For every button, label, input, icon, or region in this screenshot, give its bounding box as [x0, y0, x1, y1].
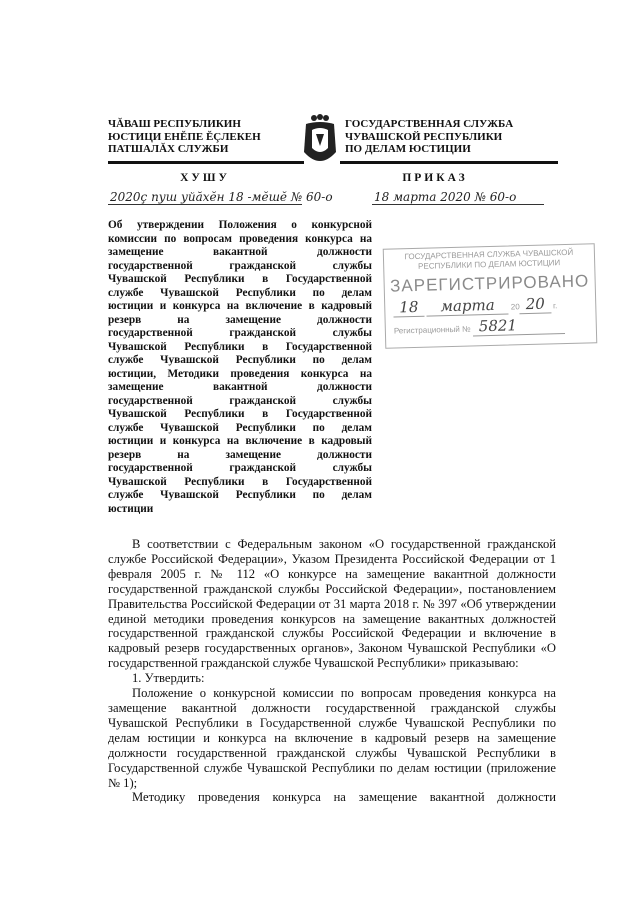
title-line: Чувашской Республики в Государственной [108, 340, 372, 353]
header-line: ПО ДЕЛАМ ЮСТИЦИИ [345, 143, 471, 155]
title-line: государственной гражданской службы [108, 327, 372, 339]
stamp-month: марта [426, 296, 508, 317]
order-title [108, 219, 372, 516]
title-line: юстиции и конкурса на включение в кадровый [108, 300, 372, 312]
title-line: резерв на замещение должности [108, 448, 372, 461]
body-line: государственной гражданской службы Российской Федерации», постановлением [108, 581, 556, 596]
body-line: Положение о конкурсной комиссии по вопросам проведения конкурса на [132, 686, 556, 701]
body-line: государственной гражданской службы Российской Федерации и включение в [108, 626, 556, 641]
title-line: замещение вакантной должности [108, 246, 372, 258]
body-line: делам юстиции и конкурса на включение в кадровый резерв на замещение [108, 730, 556, 745]
title-line: службе Чувашской Республики по делам [108, 286, 372, 299]
header-divider [340, 161, 558, 164]
body-line: единой методики проведения конкурсов на замещение вакантных должностей [108, 611, 556, 626]
title-line: Чувашской Республики в Государственной [108, 475, 372, 488]
title-line: юстиции [108, 502, 154, 515]
header-chuvash-org [108, 118, 298, 156]
body-line: В соответствии с Федеральным законом «О государственной гражданской [132, 537, 556, 551]
title-line: резерв на замещение должности [108, 313, 372, 326]
title-line: юстиции, Методики проведения конкурса на [108, 367, 372, 380]
handwritten-date-chuvash: 2020ç пуш уйăхĕн 18 -мĕшĕ № 60-о [110, 190, 333, 204]
body-line: 1. Утвердить: [132, 671, 205, 686]
header-divider [108, 161, 304, 164]
body-line: Методику проведения конкурса на замещение вакантной должности [132, 790, 556, 805]
title-line: замещение вакантной должности [108, 381, 372, 393]
body-line: Государственной службе Чувашской Республики по делам юстиции (приложение [108, 760, 556, 775]
title-line: юстиции и конкурса на включение в кадровый [108, 435, 372, 447]
stamp-org-line: ГОСУДАРСТВЕННАЯ СЛУЖБА ЧУВАШСКОЙ [404, 247, 574, 262]
title-line: государственной гражданской службы [108, 462, 372, 474]
title-line: Чувашской Республики в Государственной [108, 273, 372, 285]
title-line: государственной гражданской службы [108, 394, 372, 407]
header-line: ЮСТИЦИ ЕНĔПЕ ĔÇЛЕКЕН [108, 130, 261, 143]
body-line: кадровый резерв государственных органов», Законом Чувашской Республики «О [108, 641, 556, 656]
chuvash-emblem-icon [300, 112, 340, 172]
stamp-org-line: РЕСПУБЛИКИ ПО ДЕЛАМ ЮСТИЦИИ [418, 258, 561, 271]
body-line: государственной гражданской службе Чувашской Республики» приказываю: [108, 656, 519, 671]
header-russian-org [345, 118, 550, 156]
doc-kind-russian: ПРИКАЗ [402, 172, 468, 184]
body-line: службе Российской Федерации», Указом Президента Российской Федерации от 1 [108, 551, 556, 566]
body-line: № 1); [108, 775, 138, 790]
body-line: должности государственной гражданской службы Чувашской Республики в [108, 745, 556, 760]
handwritten-date-russian: 18 марта 2020 № 60-о [372, 190, 544, 205]
title-line: Чувашской Республики в Государственной [108, 408, 372, 420]
registration-stamp [383, 243, 598, 349]
stamp-day: 18 [393, 298, 425, 318]
body-line: Чувашской Республики в Государственной службе Чувашской Республики по [108, 715, 556, 730]
stamp-reg-label: Регистрационный № [393, 324, 471, 336]
stamp-reg-number: 5821 [473, 315, 565, 336]
header-line: ЧУВАШСКОЙ РЕСПУБЛИКИ [345, 130, 503, 143]
body-line: Правительства Российской Федерации от 31 марта 2018 г. № 397 «Об утверждении [108, 596, 556, 611]
header-line: ПАТШАЛĂХ СЛУЖБИ [108, 143, 229, 155]
header-line: ГОСУДАРСТВЕННАЯ СЛУЖБА [345, 118, 514, 130]
title-line: государственной гражданской службы [108, 259, 372, 272]
stamp-year-suffix: г. [552, 301, 558, 311]
title-line: службе Чувашской Республики по делам [108, 354, 372, 366]
title-line: службе Чувашской Республики по делам [108, 489, 372, 501]
doc-kind-chuvash: ХУШУ [180, 172, 230, 184]
title-line: Об утверждении Положения о конкурсной [108, 219, 372, 231]
title-line: службе Чувашской Республики по делам [108, 421, 372, 434]
header-line: ЧĂВАШ РЕСПУБЛИКИН [108, 118, 241, 130]
order-body [108, 537, 556, 805]
stamp-registered: ЗАРЕГИСТРИРОВАНО [389, 271, 590, 296]
body-line: замещение вакантной должности государственной гражданской службы [108, 700, 556, 715]
stamp-year: 20 [519, 294, 551, 314]
stamp-year-prefix: 20 [510, 302, 520, 312]
body-line: февраля 2005 г. № 112 «О конкурсе на замещение вакантной должности [108, 566, 556, 581]
title-line: комиссии по вопросам проведения конкурса на [108, 232, 372, 245]
